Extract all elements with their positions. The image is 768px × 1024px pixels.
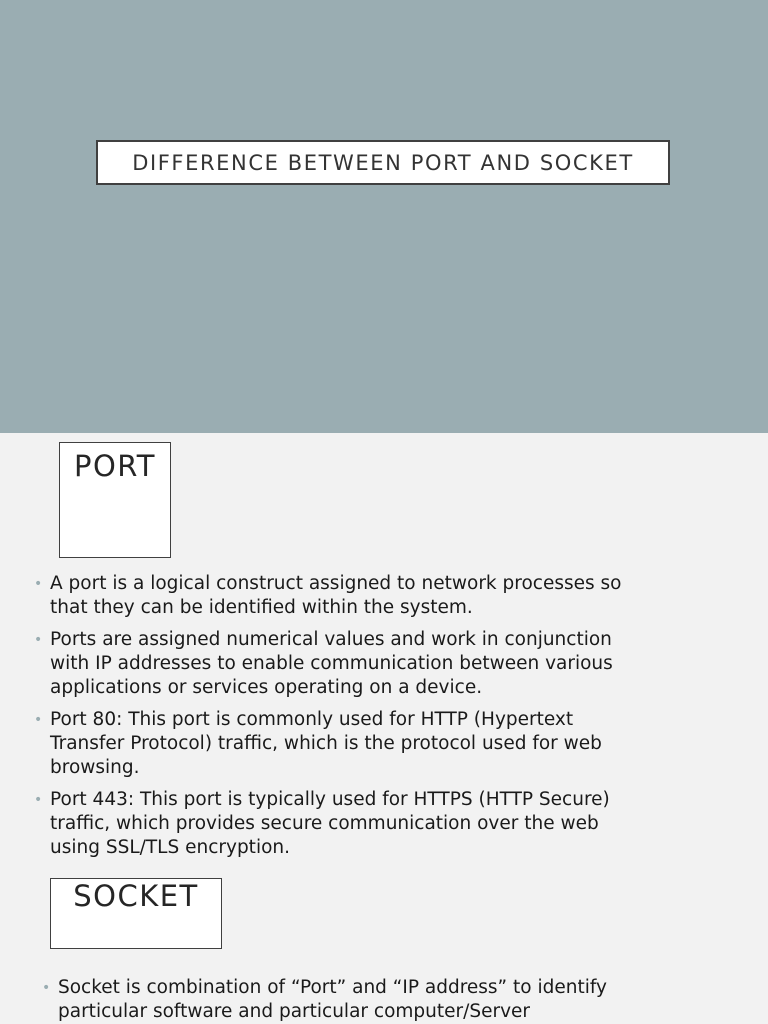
socket-bullet-list [40, 976, 660, 1024]
bullet-icon: • [42, 980, 51, 996]
slide-title-box [96, 140, 670, 185]
title-background [0, 0, 768, 433]
slide-title: DIFFERENCE BETWEEN PORT AND SOCKET [132, 150, 634, 175]
list-item [32, 708, 652, 780]
socket-heading: SOCKET [73, 879, 199, 913]
bullet-text: A port is a logical construct assigned to network processes so that they can be identified within the system. [50, 573, 622, 618]
list-item [40, 976, 660, 1024]
port-heading-box [59, 442, 171, 558]
bullet-icon: • [34, 712, 43, 728]
list-item [32, 572, 652, 620]
bullet-text: Port 80: This port is commonly used for HTTP (Hypertext Transfer Protocol) traffic, which is the protocol used for web browsing. [50, 709, 602, 778]
bullet-text: Socket is combination of “Port” and “IP address” to identify particular software and particular computer/Server [58, 977, 607, 1022]
list-item [32, 788, 652, 860]
bullet-text: Ports are assigned numerical values and work in conjunction with IP addresses to enable communication between various applications or services operating on a device. [50, 629, 613, 698]
port-heading: PORT [73, 449, 157, 483]
bullet-text: Port 443: This port is typically used for HTTPS (HTTP Secure) traffic, which provides secure communication over the web using SSL/TLS encryption. [50, 789, 610, 858]
bullet-icon: • [34, 632, 43, 648]
socket-heading-box [50, 878, 222, 949]
bullet-icon: • [34, 576, 43, 592]
list-item [32, 628, 652, 700]
bullet-icon: • [34, 792, 43, 808]
port-bullet-list [32, 572, 652, 865]
